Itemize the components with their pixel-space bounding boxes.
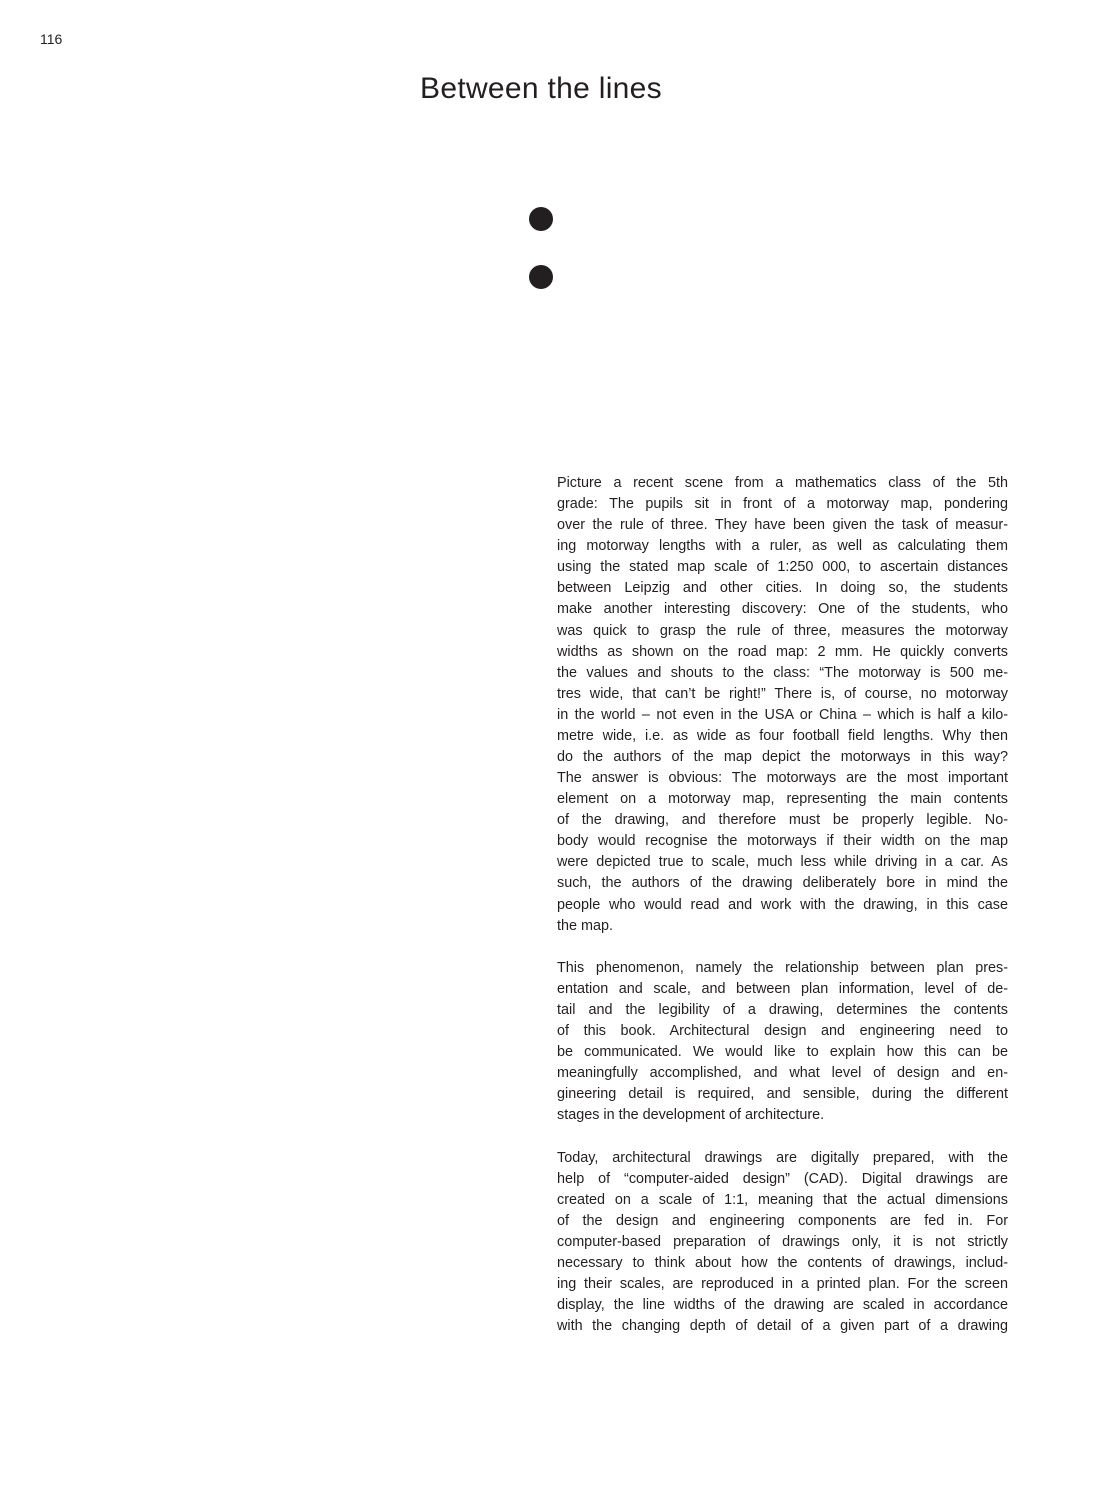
text-line: grade: The pupils sit in front of a motorway map, pondering: [557, 496, 1008, 513]
text-line: of the design and engineering components are fed in. For: [557, 1212, 1008, 1229]
text-line: people who would read and work with the drawing, in this case: [557, 896, 1008, 913]
text-line: were depicted true to scale, much less while driving in a car. As: [557, 854, 1008, 871]
text-line: tail and the legibility of a drawing, determines the contents: [557, 1001, 1008, 1018]
text-line: be communicated. We would like to explain how this can be: [557, 1044, 1008, 1061]
paragraph: [557, 473, 1008, 937]
text-line: meaningfully accomplished, and what level of design and en-: [557, 1065, 1008, 1082]
text-line: ing their scales, are reproduced in a printed plan. For the screen: [557, 1275, 1008, 1292]
text-line: such, the authors of the drawing deliberately bore in mind the: [557, 875, 1008, 892]
text-line: make another interesting discovery: One of the students, who: [557, 601, 1008, 618]
text-line: gineering detail is required, and sensible, during the different: [557, 1086, 1008, 1103]
page-title: Between the lines: [420, 72, 662, 105]
text-line: element on a motorway map, representing the main contents: [557, 791, 1008, 808]
text-line: body would recognise the motorways if their width on the map: [557, 833, 1008, 850]
text-line: of the drawing, and therefore must be properly legible. No-: [557, 812, 1008, 829]
text-line: stages in the development of architecture.: [557, 1107, 825, 1124]
text-line: This phenomenon, namely the relationship between plan pres-: [557, 959, 1008, 976]
page-number: 116: [40, 31, 63, 47]
text-line: The answer is obvious: The motorways are the most important: [557, 770, 1008, 787]
paragraph: [557, 1148, 1008, 1338]
text-line: Today, architectural drawings are digitally prepared, with the: [557, 1149, 1008, 1166]
text-line: ing motorway lengths with a ruler, as well as calculating them: [557, 538, 1008, 555]
text-line: of this book. Architectural design and engineering need to: [557, 1023, 1008, 1040]
body-text: [557, 473, 1008, 1358]
text-line: metre wide, i.e. as wide as four football field lengths. Why then: [557, 727, 1008, 744]
text-line: over the rule of three. They have been given the task of measur-: [557, 517, 1008, 534]
text-line: Picture a recent scene from a mathematics class of the 5th: [557, 475, 1008, 491]
text-line: tres wide, that can’t be right!” There is, of course, no motorway: [557, 685, 1008, 702]
bullet-dot-icon: [529, 265, 553, 289]
text-line: in the world – not even in the USA or China – which is half a kilo-: [557, 706, 1008, 723]
text-line: the values and shouts to the class: “The motorway is 500 me-: [557, 664, 1008, 681]
text-line: computer-based preparation of drawings only, it is not strictly: [557, 1233, 1008, 1250]
text-line: do the authors of the map depict the motorways in this way?: [557, 749, 1008, 766]
text-line: the map.: [557, 917, 613, 934]
text-line: entation and scale, and between plan information, level of de-: [557, 980, 1008, 997]
text-line: between Leipzig and other cities. In doing so, the students: [557, 580, 1008, 597]
text-line: with the changing depth of detail of a given part of a drawing: [557, 1318, 1008, 1335]
text-line: created on a scale of 1:1, meaning that the actual dimensions: [557, 1191, 1008, 1208]
text-line: help of “computer-aided design” (CAD). Digital drawings are: [557, 1170, 1008, 1187]
paragraph: [557, 958, 1008, 1127]
bullet-dot-icon: [529, 207, 553, 231]
text-line: widths as shown on the road map: 2 mm. He quickly converts: [557, 643, 1008, 660]
text-line: display, the line widths of the drawing are scaled in accordance: [557, 1297, 1008, 1314]
text-line: was quick to grasp the rule of three, measures the motorway: [557, 622, 1008, 639]
text-line: necessary to think about how the contents of drawings, includ-: [557, 1254, 1008, 1271]
text-line: using the stated map scale of 1:250 000, to ascertain distances: [557, 559, 1008, 576]
